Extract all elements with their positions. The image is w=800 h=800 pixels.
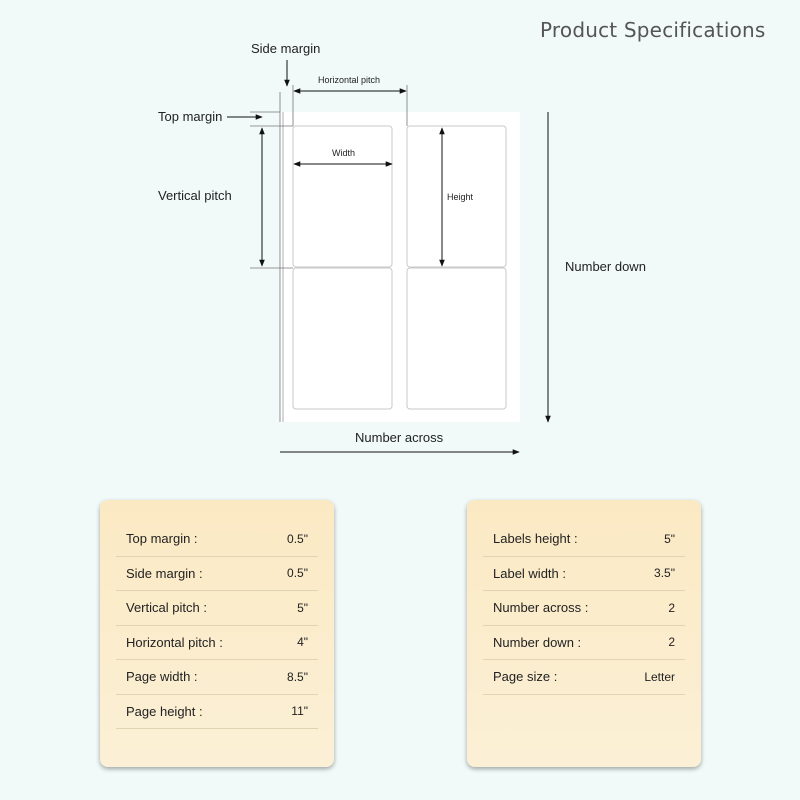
spec-value: 4" bbox=[297, 635, 308, 650]
spec-value: 11" bbox=[291, 704, 308, 719]
spec-value: 3.5" bbox=[654, 566, 675, 581]
spec-value: Letter bbox=[644, 669, 675, 684]
spec-value: 0.5" bbox=[287, 531, 308, 546]
spec-label: Page width : bbox=[126, 669, 198, 685]
spec-label: Top margin : bbox=[126, 531, 198, 547]
spec-value: 5" bbox=[297, 600, 308, 615]
spec-row-page-height bbox=[116, 695, 318, 730]
number-down-label: Number down bbox=[565, 259, 646, 274]
top-margin-label: Top margin bbox=[158, 109, 223, 124]
spec-card-left bbox=[100, 500, 334, 767]
spec-label: Side margin : bbox=[126, 565, 203, 581]
side-margin-label: Side margin bbox=[251, 41, 321, 56]
label-cell-3 bbox=[293, 268, 392, 409]
spec-label: Page height : bbox=[126, 703, 203, 719]
spec-row-page-width bbox=[116, 660, 318, 695]
spec-card-right bbox=[467, 500, 701, 767]
spec-value: 8.5" bbox=[287, 669, 308, 684]
spec-row-labels-height bbox=[483, 522, 685, 557]
spec-label: Number down : bbox=[493, 634, 582, 650]
spec-row-page-size bbox=[483, 660, 685, 695]
width-label: Width bbox=[332, 148, 356, 158]
number-across-label: Number across bbox=[355, 430, 444, 445]
spec-row-side-margin bbox=[116, 557, 318, 592]
vertical-pitch-label: Vertical pitch bbox=[158, 188, 232, 203]
spec-value: 2 bbox=[668, 635, 675, 650]
spec-value: 5" bbox=[664, 531, 675, 546]
height-label: Height bbox=[447, 192, 474, 202]
spec-row-label-width bbox=[483, 557, 685, 592]
spec-row-top-margin bbox=[116, 522, 318, 557]
spec-label: Horizontal pitch : bbox=[126, 634, 223, 650]
spec-value: 2 bbox=[668, 600, 675, 615]
spec-label: Labels height : bbox=[493, 531, 578, 547]
horizontal-pitch-label: Horizontal pitch bbox=[318, 75, 381, 85]
spec-label: Number across : bbox=[493, 600, 589, 616]
spec-label: Vertical pitch : bbox=[126, 600, 207, 616]
spec-label: Page size : bbox=[493, 669, 558, 685]
spec-row-vertical-pitch bbox=[116, 591, 318, 626]
label-cell-4 bbox=[407, 268, 506, 409]
spec-row-number-across bbox=[483, 591, 685, 626]
spec-row-number-down bbox=[483, 626, 685, 661]
page-title: Product Specifications bbox=[540, 18, 766, 42]
spec-row-horizontal-pitch bbox=[116, 626, 318, 661]
spec-value: 0.5" bbox=[287, 566, 308, 581]
spec-label: Label width : bbox=[493, 565, 566, 581]
